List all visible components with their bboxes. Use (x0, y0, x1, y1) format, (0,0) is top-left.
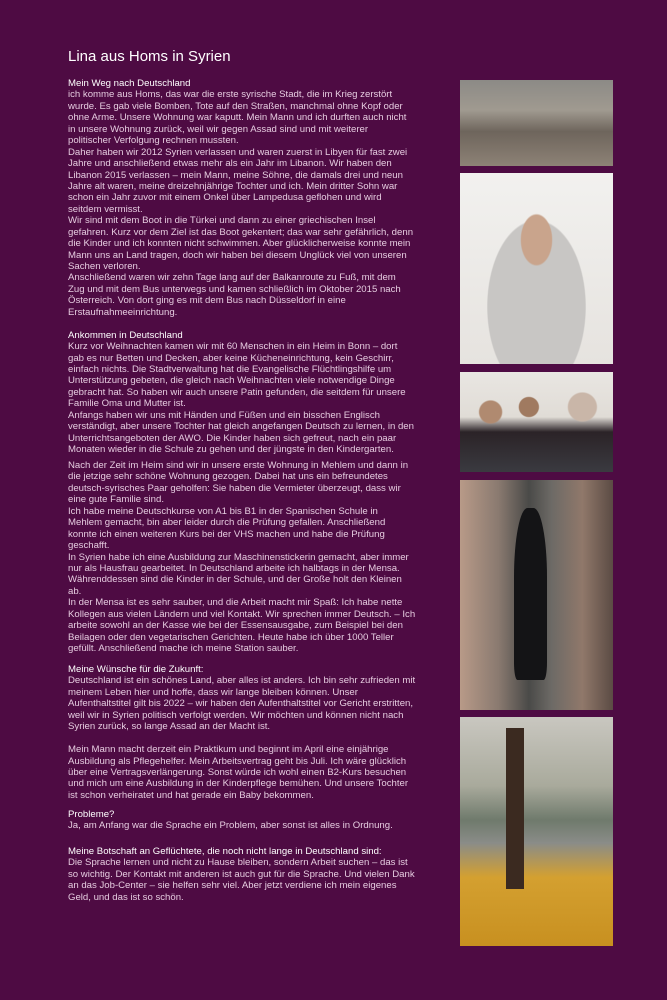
text-line: Aufenthaltstitel gilt bis 2022 – wir haben den Aufenthaltstitel vor Gericht erstritten, (68, 698, 414, 710)
text-line: ohne Arme. Unsere Wohnung war kaputt. Mein Mann und ich durften auch nicht (68, 112, 407, 124)
text-line: Währenddessen sind die Kinder in der Schule, und der Große holt den Kleinen (68, 574, 402, 586)
text-line: Mehlem gemacht, bin aber leider durch die Prüfung gefallen. Anschließend (68, 517, 386, 529)
text-line: gab es nur Betten und Decken, aber keine Kücheneinrichtung, kein Geschirr, (68, 352, 394, 364)
section-heading: Ankommen in Deutschland (68, 329, 183, 341)
section-wohnung-arbeit (68, 460, 415, 654)
text-line: politischer Verfolgung rechnen mussten. (68, 135, 239, 147)
photo-portrait-lina (460, 173, 613, 364)
section-heading: Mein Weg nach Deutschland (68, 78, 191, 89)
text-line: weil wir in Syrien politisch verfolgt werden. Wir möchten und können nicht nach (68, 709, 404, 721)
text-line: Wir sind mit dem Boot in die Türkei und dann zu einer griechischen Insel (68, 215, 376, 227)
text-line: an das Job-Center – sie helfen sehr viel. Aber jetzt verdiene ich mein eigenes (68, 880, 397, 892)
section-probleme (68, 809, 393, 832)
text-line: die Kinder und ich konnten nicht schwimmen. Aber glücklicherweise konnte mein (68, 238, 411, 250)
text-line: Anschließend waren wir zehn Tage lang auf der Balkanroute zu Fuß, mit dem (68, 272, 396, 284)
text-line: Mein Mann macht derzeit ein Praktikum und beginnt im April eine einjährige (68, 744, 389, 756)
text-line: konnte ich einen weiteren Kurs bei der VHS machen und habe die Prüfung (68, 528, 385, 540)
text-line: Monaten wieder in die Schule zu gehen und der jüngste in den Kindergarten. (68, 444, 394, 455)
text-line: Jahre und anschließend etwas mehr als ein Jahr im Libanon. Wir haben den (68, 158, 392, 170)
text-line: Geld, und das ist so schön. (68, 891, 184, 903)
text-line: so wichtig. Der Kontakt mit anderen ist auch gut für die Sprache. Und vielen Dank (68, 868, 415, 880)
text-line: wurde. Es gab viele Bomben, Tote auf den Straßen, manchmal ohne Kopf oder (68, 100, 403, 112)
text-line: meinem Leben hier und hoffe, dass wir lange bleiben können. Unser (68, 686, 358, 698)
text-line: Libanon 2015 verlassen – mein Mann, meine Söhne, die damals drei und neun (68, 169, 403, 181)
text-line: in unsere Wohnung zurück, weil wir gegen Assad sind und mit weiterer (68, 123, 369, 135)
text-line: Sachen verloren. (68, 261, 141, 272)
text-line: arbeite sowohl an der Kasse wie bei der Essensausgabe, zum Beispiel bei den (68, 620, 403, 632)
section-wuensche (68, 664, 415, 801)
photo-family (460, 372, 613, 472)
text-line: Die Sprache lernen und nicht zu Hause bleiben, sondern Arbeit suchen – das ist (68, 857, 408, 869)
page-title: Lina aus Homs in Syrien (68, 48, 231, 65)
text-line: Ja, am Anfang war die Sprache ein Problem, aber sonst ist alles in Ordnung. (68, 820, 393, 832)
text-line: seitdem vermisst. (68, 203, 143, 215)
text-line: In Syrien habe ich eine Ausbildung zur Maschinenstickerin gemacht, aber immer (68, 551, 409, 563)
text-line: Mann uns an Land tragen, doch wir haben bei diesem Unglück viel von unseren (68, 249, 407, 261)
text-line: Nach der Zeit im Heim sind wir in unsere erste Wohnung in Mehlem und dann in (68, 460, 409, 471)
text-line: Kollegen aus vielen Ländern und viel Kontakt. Wir sprechen immer Deutsch. – Ich (68, 608, 416, 620)
section-heading: Probleme? (68, 809, 115, 820)
text-line: über eine Vertragsverlängerung. Sonst würde ich wohl einen B2-Kurs besuchen (68, 766, 407, 778)
text-line: Unterrichtsangeboten der AWO. Die Kinder haben sich gefreut, nach ein paar (68, 432, 397, 444)
text-line: Ausbildung als Pflegehelfer. Mein Arbeitsvertrag geht bis Juli. Ich wäre glücklich (68, 755, 407, 767)
text-line: Anfangs haben wir uns mit Händen und Füßen und ein bisschen Englisch (68, 409, 380, 421)
photo-destroyed-homs (460, 80, 613, 166)
text-line: Familie Oma und Mutter ist. (68, 398, 186, 410)
text-line: ich komme aus Homs, das war die erste syrische Stadt, die im Krieg zerstört (68, 89, 393, 101)
text-line: geschafft. (68, 540, 110, 552)
text-line: ist schon verheiratet und hat gerade ein Baby bekommen. (68, 789, 314, 801)
section-weg-und-ankommen (68, 78, 414, 455)
text-line: gebracht hat. So haben wir auch unsere Patin gefunden, die seitdem für unsere (68, 386, 406, 398)
text-line: gefahren. Kurz vor dem Ziel ist das Boot gekentert; das war sehr gefährlich, denn (68, 226, 414, 238)
text-line: Unterstützung gebeten, die gleich nach Weihnachten viele notwendige Dinge (68, 375, 395, 387)
text-line: Kurz vor Weihnachten kamen wir mit 60 Menschen in ein Heim in Bonn – dort (68, 341, 398, 353)
text-line: die jetzige sehr schöne Wohnung gezogen. Dabei hat uns ein befreundetes (68, 471, 388, 483)
text-line: Jahre alt waren, meine dreizehnjährige Tochter und ich. Mein dritter Sohn war (68, 180, 398, 192)
text-line: Ich habe meine Deutschkurse von A1 bis B1 in der Spanischen Schule in (68, 505, 378, 517)
text-line: gefüllt. Anschließend mache ich meine Station sauber. (68, 643, 299, 654)
text-line: Syrien zurück, so lange Assad an der Macht ist. (68, 721, 271, 733)
text-line: nur als Hausfrau gearbeitet. In Deutschland arbeite ich halbtags in der Mensa. (68, 562, 400, 574)
section-heading: Meine Botschaft an Geflüchtete, die noch nicht lange in Deutschland sind: (68, 846, 382, 857)
photo-street-mehlem (460, 480, 613, 710)
blank-line (68, 318, 414, 329)
text-line: Österreich. Von dort ging es mit dem Bus nach Düsseldorf in eine (68, 295, 346, 307)
section-botschaft (68, 846, 415, 903)
blank-line (68, 733, 415, 744)
text-line: In der Mensa ist es sehr sauber, und die Arbeit macht mir Spaß: Ich habe nette (68, 597, 403, 609)
text-line: Deutschland ist ein schönes Land, aber alles ist anders. Ich bin sehr zufrieden mit (68, 675, 416, 687)
text-line: ab. (68, 585, 82, 597)
text-line: Erstaufnahmeeinrichtung. (68, 306, 178, 318)
text-line: deutsch-syrisches Paar geholfen: Sie haben die Vermieter überzeugt, dass wir (68, 482, 401, 494)
text-line: eine gute Familie sind. (68, 494, 164, 506)
text-line: Zug und mit dem Bus unterwegs und kamen schließlich im Oktober 2015 nach (68, 283, 401, 295)
text-line: einfach nichts. Die Stadtverwaltung hat die Evangelische Flüchtlingshilfe um (68, 363, 392, 375)
text-line: Daher haben wir 2012 Syrien verlassen und waren zuerst in Libyen für fast zwei (68, 146, 408, 158)
text-line: schon ein Jahr zuvor mit einem Onkel über Lampedusa geflohen und wird (68, 192, 382, 204)
photo-autumn-rhine (460, 717, 613, 946)
section-heading: Meine Wünsche für die Zukunft: (68, 664, 204, 675)
text-line: Beilagen oder den vegetarischen Gerichten. Heute habe ich über 1000 Teller (68, 631, 394, 643)
text-line: und mich um eine Ausbildung in der Kinderpflege bemühen. Und unsere Tochter (68, 778, 409, 790)
text-line: verständigt, aber unsere Tochter hat gleich angefangen Deutsch zu lernen, in den (68, 421, 414, 433)
